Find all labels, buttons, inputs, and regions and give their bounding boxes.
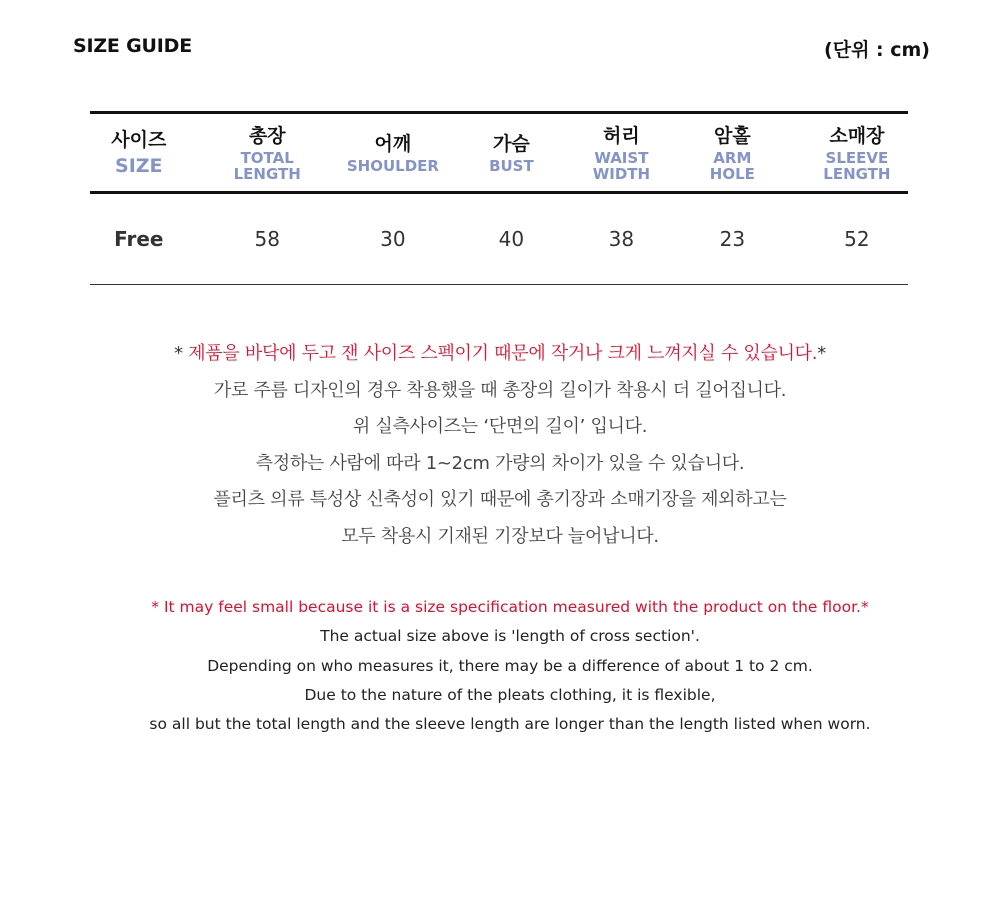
column-header-ko: 총장 [248,124,286,147]
english-note-line: Depending on who measures it, there may be a difference of about 1 to 2 cm. [207,656,813,675]
english-warning-line: * It may feel small because it is a size specification measured with the product on the floor.* [151,598,869,616]
cell-arm-hole: 23 [659,193,806,285]
column-header-ko: 허리 [603,124,640,147]
column-header-en: SHOULDER [346,156,439,175]
cell-waist-width: 38 [584,193,659,285]
column-header-total-length [188,113,347,193]
asterisk: * [174,343,189,364]
column-header-en: SLEEVE LENGTH [823,148,891,183]
column-header-en: TOTAL LENGTH [233,148,301,183]
column-header-arm-hole [659,113,806,193]
korean-note-line: 측정하는 사람에 따라 1~2cm 가량의 차이가 있을 수 있습니다. [255,452,745,474]
english-note-line: The actual size above is 'length of cross section'. [320,627,700,646]
column-header-ko: 사이즈 [111,128,167,151]
korean-warning-line [0,336,1000,373]
column-header-ko: 암홀 [713,124,751,147]
size-table [90,111,908,285]
korean-note-line: 위 실측사이즈는 ‘단면의 길이’ 입니다. [352,416,648,438]
column-header-shoulder [347,113,439,193]
column-header-ko: 소매장 [829,124,885,147]
column-header-en: SIZE [115,154,163,177]
asterisk: * [817,343,826,364]
column-header-waist-width [584,113,659,193]
english-notes [10,593,1000,739]
table-row [90,193,908,285]
column-header-en: ARM HOLE [709,148,755,183]
english-note-line: so all but the total length and the sleeve length are longer than the length listed when worn. [149,715,871,734]
cell-shoulder: 30 [347,193,439,285]
page-title: SIZE GUIDE [73,35,192,57]
cell-bust: 40 [439,193,584,285]
korean-warning-text: 제품을 바닥에 두고 잰 사이즈 스펙이기 때문에 작거나 크게 느껴지실 수 있습니다. [188,343,818,364]
cell-sleeve-length: 52 [806,193,908,285]
column-header-ko: 어깨 [374,132,412,155]
column-header-en: BUST [489,156,534,175]
table-header-row [90,113,908,193]
cell-size: Free [90,193,188,285]
korean-note-line: 가로 주름 디자인의 경우 착용했을 때 총장의 길이가 착용시 더 길어집니다. [213,379,787,401]
korean-note-line: 모두 착용시 기재된 기장보다 늘어납니다. [341,525,659,547]
column-header-bust [439,113,584,193]
english-note-line: Due to the nature of the pleats clothing, it is flexible, [304,685,716,704]
column-header-ko: 가슴 [493,132,530,155]
cell-total-length: 58 [188,193,347,285]
korean-note-line: 플리츠 의류 특성상 신축성이 있기 때문에 총기장과 소매기장을 제외하고는 [213,489,787,511]
korean-notes [0,336,1000,556]
unit-label: (단위 : cm) [824,39,930,61]
column-header-size [90,113,188,193]
column-header-sleeve-length [806,113,908,193]
column-header-en: WAIST WIDTH [592,148,651,183]
